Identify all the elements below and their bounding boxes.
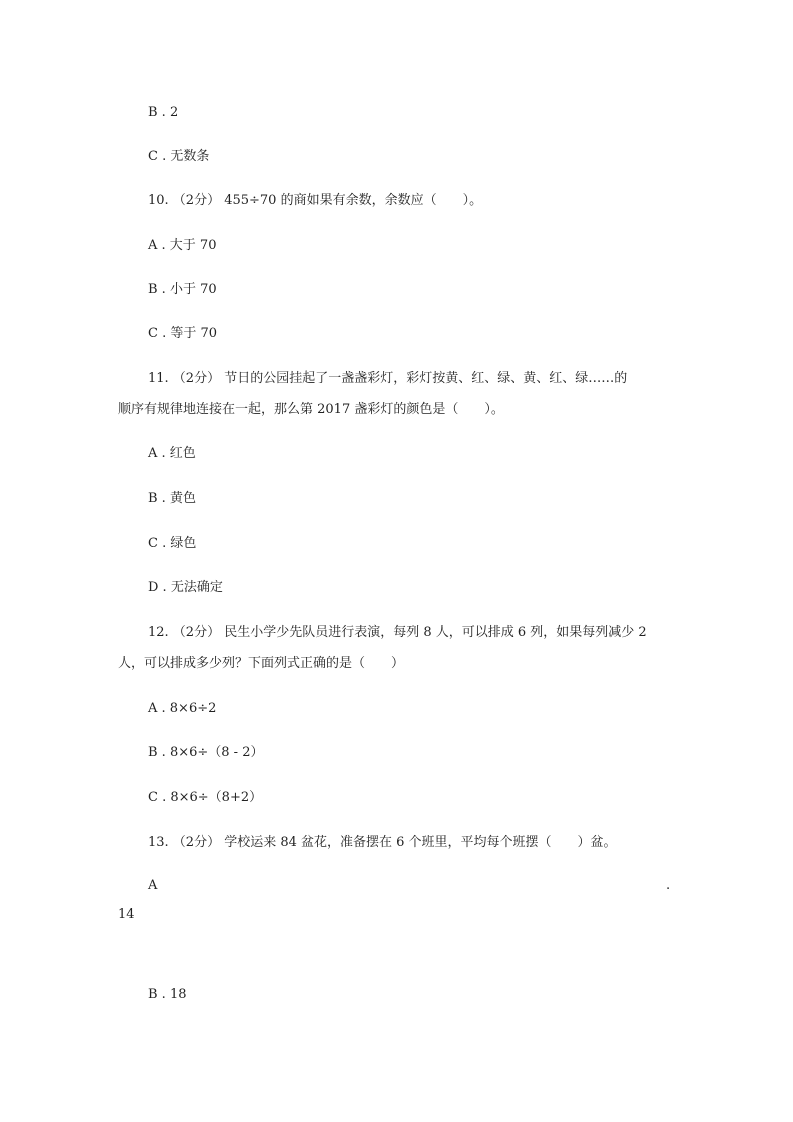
q12-option-b: B . 8×6÷（8 - 2） <box>148 745 264 760</box>
q9-option-c: C . 无数条 <box>148 149 210 164</box>
q11-option-b: B . 黄色 <box>148 491 196 506</box>
q12-option-a: A . 8×6÷2 <box>148 701 217 716</box>
q10-option-a: A . 大于 70 <box>148 238 217 253</box>
q10-stem: 10. （2分） 455÷70 的商如果有余数，余数应（ ）。 <box>148 193 483 208</box>
q10-option-c: C . 等于 70 <box>148 326 218 341</box>
q12-stem-line1: 12. （2分） 民生小学少先队员进行表演，每列 8 人，可以排成 6 列，如果每列减少 2 <box>148 625 647 640</box>
q11-option-a: A . 红色 <box>148 446 196 461</box>
q12-option-c: C . 8×6÷（8+2） <box>148 790 263 805</box>
q10-option-b: B . 小于 70 <box>148 282 217 297</box>
q13-option-b: B . 18 <box>148 987 187 1002</box>
q13-option-a-letter: A <box>148 878 158 893</box>
q11-option-d: D . 无法确定 <box>148 580 223 595</box>
q13-option-a-value: 14 <box>118 907 135 922</box>
q11-option-c: C . 绿色 <box>148 536 197 551</box>
q9-option-b: B . 2 <box>148 105 179 120</box>
q11-stem-line1: 11. （2分） 节日的公园挂起了一盏盏彩灯，彩灯按黄、红、绿、黄、红、绿……的 <box>148 371 628 386</box>
q12-stem-line2: 人，可以排成多少列？下面列式正确的是（ ） <box>118 656 405 671</box>
q13-option-a-dot: . <box>666 878 671 893</box>
q13-stem: 13. （2分） 学校运来 84 盆花，准备摆在 6 个班里，平均每个班摆（ ）盆。 <box>148 835 617 850</box>
q11-stem-line2: 顺序有规律地连接在一起，那么第 2017 盏彩灯的颜色是（ ）。 <box>118 402 504 417</box>
